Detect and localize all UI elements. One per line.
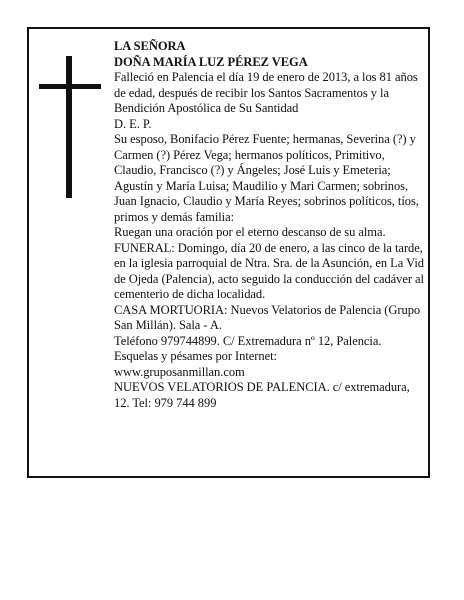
website-link[interactable]: www.gruposanmillan.com	[114, 364, 245, 379]
funeral-details: FUNERAL: Domingo, día 20 de enero, a las cinco de la tarde, en la iglesia parroquial de Ntra. Sra. de la Asunción, en La Vid de Ojeda (Palencia), acto seguido la conducción del cadáver al cementerio de dicha localidad.	[114, 240, 424, 301]
cross-icon	[39, 56, 101, 198]
phone-address: Teléfono 979744899. C/ Extremadura nº 12, Palencia.	[114, 333, 382, 348]
family-list: Su esposo, Bonifacio Pérez Fuente; hermanas, Severina (?) y Carmen (?) Pérez Vega; hermanos políticos, Primitivo, Claudio, Francisco (?) y Ángeles; José Luis y Emeteria; Agustín y María Luisa; Maudilio y Mari Carmen; sobrinos, Juan Ignacio, Claudio y María Reyes; sobrinos políticos, tíos, primos y demás familia:	[114, 132, 419, 224]
honorific: LA SEÑORA	[114, 39, 186, 53]
mortuary-details: CASA MORTUORIA: Nuevos Velatorios de Palencia (Grupo San Millán). Sala - A.	[114, 302, 421, 332]
online-label: Esquelas y pésames por Internet:	[114, 349, 277, 363]
prayer-request: Ruegan una oración por el eterno descanso de su alma.	[114, 225, 386, 239]
footer-contact: NUEVOS VELATORIOS DE PALENCIA. c/ extremadura, 12. Tel: 979 744 899	[114, 380, 410, 410]
cross-horizontal-bar	[39, 84, 101, 89]
cross-vertical-bar	[66, 56, 72, 198]
deceased-name: DOÑA MARÍA LUZ PÉREZ VEGA	[114, 54, 308, 69]
death-details: Falleció en Palencia el día 19 de enero de 2013, a los 81 años de edad, después de recibir los Santos Sacramentos y la Bendición Apostólica de Su Santidad	[114, 70, 418, 115]
rip-line: D. E. P.	[114, 116, 152, 131]
obituary-text	[114, 39, 424, 411]
